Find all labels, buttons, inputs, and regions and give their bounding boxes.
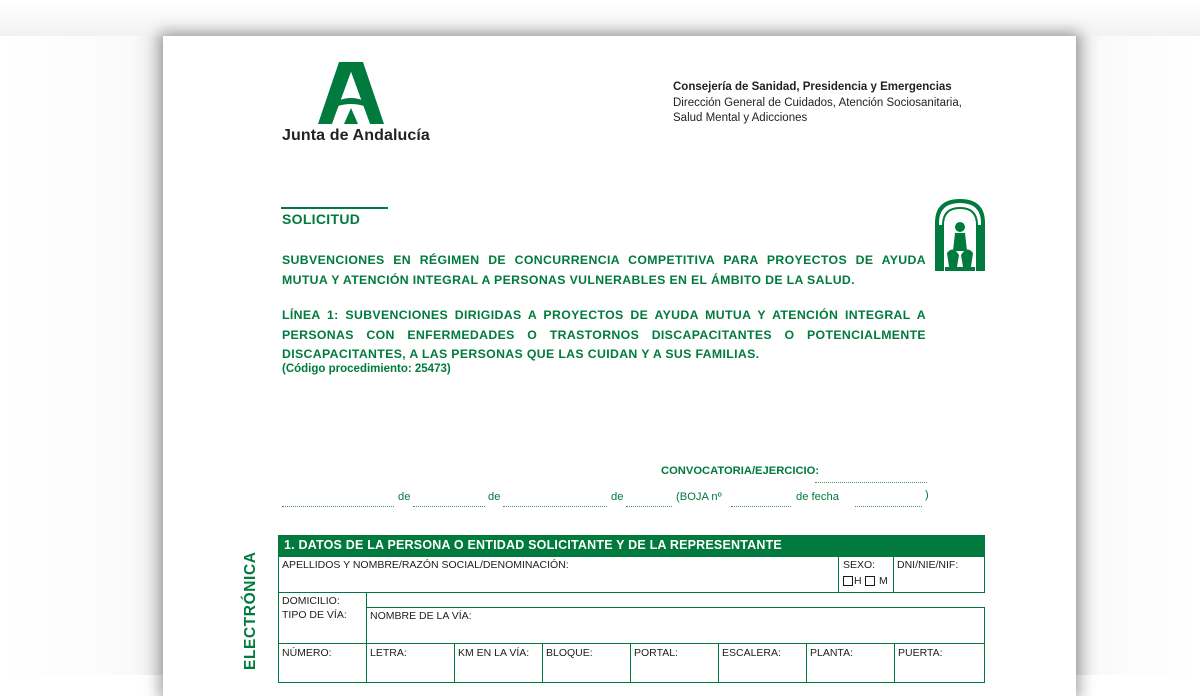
boja-number-field[interactable] bbox=[731, 506, 791, 507]
dni-label: DNI/NIE/NIF: bbox=[897, 559, 959, 571]
domicilio-label: DOMICILIO: bbox=[282, 595, 340, 607]
escalera-field[interactable] bbox=[718, 643, 807, 683]
letra-label: LETRA: bbox=[370, 647, 407, 659]
background-top bbox=[0, 0, 1200, 36]
sexo-field bbox=[838, 556, 894, 593]
dni-field[interactable] bbox=[893, 556, 985, 593]
numero-label: NÚMERO: bbox=[282, 647, 332, 659]
tipo-via-label: TIPO DE VÍA: bbox=[282, 609, 347, 621]
document-type-title: SOLICITUD bbox=[282, 211, 361, 227]
tipo-via-field[interactable] bbox=[278, 592, 367, 644]
apellidos-field[interactable] bbox=[278, 556, 839, 593]
letra-field[interactable] bbox=[366, 643, 455, 683]
convocatoria-field[interactable] bbox=[815, 482, 927, 483]
de-word-1: de bbox=[398, 491, 411, 503]
apellidos-label: APELLIDOS Y NOMBRE/RAZÓN SOCIAL/DENOMINACIÓN: bbox=[282, 559, 569, 571]
numero-field[interactable] bbox=[278, 643, 367, 683]
de-word-2: de bbox=[488, 491, 501, 503]
de-word-3: de bbox=[611, 491, 624, 503]
nombre-via-field[interactable] bbox=[366, 607, 985, 644]
consejeria-name: Consejería de Sanidad, Presidencia y Emergencias bbox=[673, 81, 952, 93]
section-1-form bbox=[278, 535, 985, 695]
bloque-field[interactable] bbox=[542, 643, 631, 683]
issuer-block bbox=[673, 80, 962, 127]
sexo-h-checkbox[interactable] bbox=[843, 576, 853, 586]
day-field[interactable] bbox=[282, 506, 394, 507]
order-field[interactable] bbox=[503, 506, 607, 507]
side-label-text: ELECTRÓNICA bbox=[242, 551, 259, 670]
km-via-field[interactable] bbox=[454, 643, 543, 683]
km-via-label: KM EN LA VÍA: bbox=[458, 647, 530, 659]
junta-andalucia-logo-icon bbox=[318, 62, 384, 124]
puerta-field[interactable] bbox=[894, 643, 985, 683]
andalucia-coat-of-arms-icon bbox=[933, 197, 987, 273]
logo-text: Junta de Andalucía bbox=[282, 127, 430, 144]
puerta-label: PUERTA: bbox=[898, 647, 943, 659]
year-field[interactable] bbox=[626, 506, 672, 507]
sexo-m-checkbox[interactable] bbox=[865, 576, 875, 586]
bloque-label: BLOQUE: bbox=[546, 647, 593, 659]
subvenciones-heading: SUBVENCIONES EN RÉGIMEN DE CONCURRENCIA COMPETITIVA PARA PROYECTOS DE AYUDA MUTUA Y ATENCIÓN INTEGRAL A PERSONAS VULNERABLES EN EL ÁMBITO DE LA SALUD. bbox=[282, 253, 926, 287]
de-fecha-label: de fecha bbox=[796, 491, 839, 503]
direccion-line-2: Salud Mental y Adicciones bbox=[673, 112, 808, 124]
procedure-code: (Código procedimiento: 25473) bbox=[282, 363, 451, 375]
portal-label: PORTAL: bbox=[634, 647, 678, 659]
planta-label: PLANTA: bbox=[810, 647, 853, 659]
sexo-h-label: H bbox=[854, 575, 862, 587]
linea-heading: LÍNEA 1: SUBVENCIONES DIRIGIDAS A PROYECTOS DE AYUDA MUTUA Y ATENCIÓN INTEGRAL A PERSONAS CON ENFERMEDADES O TRASTORNOS DISCAPACITANTES O POTENCIALMENTE DISCAPACITANTES, A LAS PERSONAS QUE LAS CUIDAN Y A SUS FAMILIAS. bbox=[282, 308, 926, 361]
month-field[interactable] bbox=[413, 506, 485, 507]
boja-label: (BOJA nº bbox=[676, 491, 722, 503]
section-1-title: 1. DATOS DE LA PERSONA O ENTIDAD SOLICITANTE Y DE LA REPRESENTANTE bbox=[278, 535, 985, 556]
nombre-via-label: NOMBRE DE LA VÍA: bbox=[370, 610, 472, 622]
escalera-label: ESCALERA: bbox=[722, 647, 781, 659]
direccion-line-1: Dirección General de Cuidados, Atención Sociosanitaria, bbox=[673, 96, 962, 109]
sexo-label: SEXO: bbox=[843, 559, 876, 571]
planta-field[interactable] bbox=[806, 643, 895, 683]
close-paren: ) bbox=[925, 489, 929, 501]
background-right bbox=[1076, 0, 1200, 675]
convocatoria-label: CONVOCATORIA/EJERCICIO: bbox=[661, 465, 820, 477]
background-left bbox=[0, 0, 165, 675]
portal-field[interactable] bbox=[630, 643, 719, 683]
side-label bbox=[220, 551, 264, 680]
sexo-m-label: M bbox=[879, 575, 888, 587]
title-rule bbox=[281, 207, 388, 209]
boja-date-field[interactable] bbox=[855, 506, 922, 507]
